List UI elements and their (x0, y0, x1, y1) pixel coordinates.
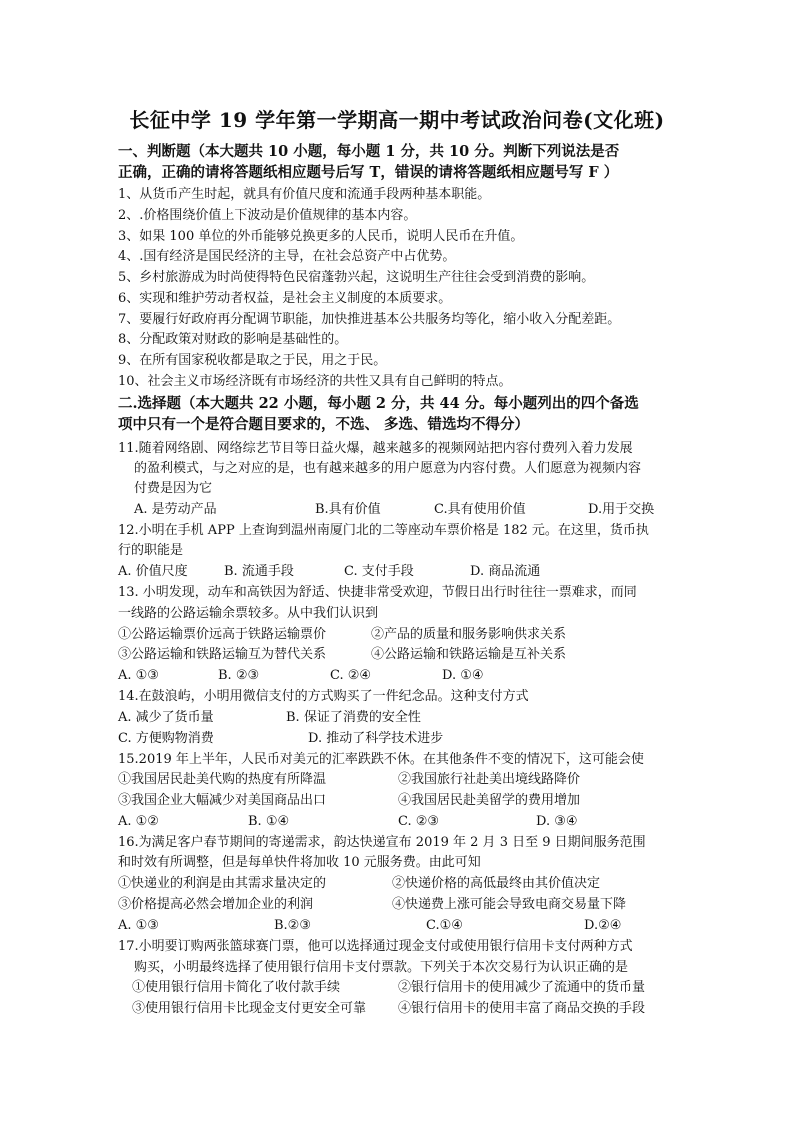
q13-statement-1: ①公路运输票价远高于铁路运输票价 (118, 627, 327, 642)
q12-option-b: B. 流通手段 (224, 564, 294, 579)
judgment-item-10: 10、社会主义市场经济既有市场经济的共性又具有自己鲜明的特点。 (118, 374, 512, 389)
q15-option-a: A. ①② (118, 814, 159, 829)
section1-heading-line2: 正确，正确的请将答题纸相应题号后写 T，错误的请将答题纸相应题号写 F ） (118, 164, 619, 181)
q13-option-c: C. ②④ (330, 668, 372, 683)
judgment-item-1: 1、从货币产生时起，就具有价值尺度和流通手段两种基本职能。 (118, 187, 491, 202)
q13-stem-line2: 一线路的公路运输余票较多。从中我们认识到 (118, 606, 379, 621)
q16-option-d: D.②④ (584, 918, 622, 933)
q16-statement-4: ④快递费上涨可能会导致电商交易量下降 (392, 897, 627, 912)
q13-statement-4: ④公路运输和铁路运输是互补关系 (371, 647, 567, 662)
q11-option-c: C.具有使用价值 (434, 502, 526, 517)
q15-statement-1: ①我国居民赴美代购的热度有所降温 (118, 772, 327, 787)
q15-option-b: B. ①④ (248, 814, 290, 829)
q17-statement-3: ③使用银行信用卡比现金支付更安全可靠 (132, 1001, 367, 1016)
page-title: 长征中学 19 学年第一学期高一期中考试政治问卷(文化班) (129, 108, 665, 132)
judgment-item-5: 5、乡村旅游成为时尚使得特色民宿蓬勃兴起，这说明生产往往会受到消费的影响。 (118, 270, 595, 285)
judgment-item-9: 9、在所有国家税收都是取之于民，用之于民。 (118, 353, 387, 368)
q16-statement-3: ③价格提高必然会增加企业的利润 (118, 897, 314, 912)
q12-option-a: A. 价值尺度 (118, 564, 188, 579)
q11-option-d: D.用于交换 (588, 502, 655, 517)
q14-option-a: A. 减少了货币量 (118, 710, 214, 725)
q13-statement-3: ③公路运输和铁路运输互为替代关系 (118, 647, 327, 662)
q16-option-c: C.①④ (426, 918, 463, 933)
q11-stem-line1: 11.随着网络剧、网络综艺节目等日益火爆，越来越多的视频网站把内容付费列入着力发展 (118, 441, 633, 456)
q13-stem-line1: 13. 小明发现，动车和高铁因为舒适、快捷非常受欢迎，节假日出行时往往一票难求，而同 (118, 585, 637, 600)
q11-option-a: A. 是劳动产品 (134, 502, 217, 517)
q12-option-c: C. 支付手段 (344, 564, 414, 579)
q11-stem-line3: 付费是因为它 (134, 481, 213, 496)
q13-option-d: D. ①④ (442, 668, 484, 683)
q13-statement-2: ②产品的质量和服务影响供求关系 (371, 627, 567, 642)
q15-stem-line1: 15.2019 年上半年，人民币对美元的汇率跌跌不休。在其他条件不变的情况下，这可能会使 (118, 752, 644, 767)
q16-stem-line2: 和时效有所调整，但是每单快件将加收 10 元服务费。由此可知 (118, 855, 481, 870)
q16-option-b: B.②③ (274, 918, 311, 933)
q12-stem-line2: 行的职能是 (118, 543, 184, 558)
q15-statement-4: ④我国居民赴美留学的费用增加 (398, 793, 581, 808)
q17-stem-line2: 购买，小明最终选择了使用银行信用卡支付票款。下列关于本次交易行为认识正确的是 (134, 960, 629, 975)
q17-statement-1: ①使用银行信用卡简化了收付款手续 (132, 980, 341, 995)
q14-option-d: D. 推动了科学技术进步 (308, 731, 444, 746)
q17-statement-2: ②银行信用卡的使用减少了流通中的货币量 (398, 980, 646, 995)
q13-option-b: B. ②③ (218, 668, 260, 683)
q12-option-d: D. 商品流通 (470, 564, 541, 579)
q15-statement-3: ③我国企业大幅减少对美国商品出口 (118, 793, 327, 808)
section1-heading-line1: 一、判断题（本大题共 10 小题，每小题 1 分，共 10 分。判断下列说法是否 (118, 143, 620, 160)
section2-heading-line2: 项中只有一个是符合题目要求的，不选、 多选、错选均不得分） (118, 416, 530, 433)
judgment-item-6: 6、实现和维护劳动者权益，是社会主义制度的本质要求。 (118, 291, 452, 306)
judgment-item-2: 2、.价格围绕价值上下波动是价值规律的基本内容。 (118, 208, 417, 223)
q12-stem-line1: 12.小明在手机 APP 上查询到温州南厦门北的二等座动车票价格是 182 元。在这里，货币执 (118, 523, 649, 538)
judgment-item-3: 3、如果 100 单位的外币能够兑换更多的人民币，说明人民币在升值。 (118, 229, 524, 244)
q15-statement-2: ②我国旅行社赴美出境线路降价 (398, 772, 581, 787)
judgment-item-7: 7、要履行好政府再分配调节职能，加快推进基本公共服务均等化，缩小收入分配差距。 (118, 312, 621, 327)
q11-option-b: B.具有价值 (315, 502, 381, 517)
q13-option-a: A. ①③ (118, 668, 159, 683)
q16-option-a: A. ①③ (118, 918, 159, 933)
judgment-item-8: 8、分配政策对财政的影响是基础性的。 (118, 332, 348, 347)
q16-statement-1: ①快递业的利润是由其需求量决定的 (118, 876, 327, 891)
q15-option-c: C. ②③ (398, 814, 440, 829)
q16-stem-line1: 16.为满足客户春节期间的寄递需求，韵达快递宣布 2019 年 2 月 3 日至 9 日期间服务范围 (118, 835, 646, 850)
q14-option-c: C. 方便购物消费 (118, 731, 214, 746)
q17-stem-line1: 17.小明要订购两张篮球赛门票，他可以选择通过现金支付或使用银行信用卡支付两种方式 (118, 939, 633, 954)
q17-statement-4: ④银行信用卡的使用丰富了商品交换的手段 (398, 1001, 646, 1016)
section2-heading-line1: 二.选择题（本大题共 22 小题，每小题 2 分，共 44 分。每小题列出的四个备选 (118, 395, 639, 412)
q14-stem-line1: 14.在鼓浪屿，小明用微信支付的方式购买了一件纪念品。这种支付方式 (118, 689, 529, 704)
q15-option-d: D. ③④ (536, 814, 578, 829)
q11-stem-line2: 的盈利模式，与之对应的是，也有越来越多的用户愿意为内容付费。人们愿意为视频内容 (134, 461, 642, 476)
q14-option-b: B. 保证了消费的安全性 (286, 710, 421, 725)
judgment-item-4: 4、.国有经济是国民经济的主导，在社会总资产中占优势。 (118, 249, 456, 264)
q16-statement-2: ②快递价格的高低最终由其价值决定 (392, 876, 601, 891)
